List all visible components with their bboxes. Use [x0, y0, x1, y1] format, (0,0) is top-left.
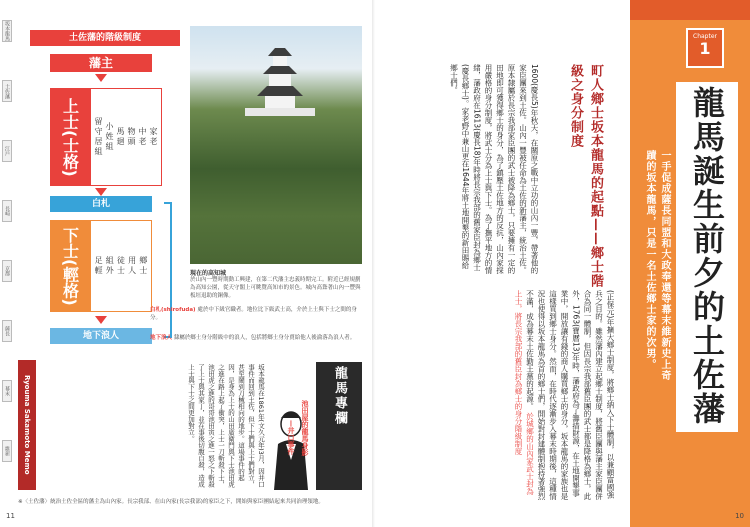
side-tab[interactable]: 幕末	[2, 380, 12, 402]
rank-item: 留守居組	[94, 117, 103, 157]
note-shirafuda	[150, 306, 366, 322]
rank-jige: 地下浪人	[50, 328, 152, 344]
memo-body: 坂本龍馬在1861年(文久元年)3月，因井口事件而回到土佐，但下士們與上士們對立，甚至鬧到刀械相向的地步。這場事件的起因，是身為上士的山田廣衛門與下士池田虎之進在路上起了衝突，上士一刀斬殺下士，池田虎之進的哥哥池田寅之進一怒之下斬殺了上士與其家丁，並在事後切腹自殺，造成上士與下士之間更加對立。	[187, 364, 265, 488]
rank-item: 中老	[138, 127, 147, 147]
body-text-bottom	[388, 290, 616, 502]
footnote: ※〈土佐藩〉統治土佐全區的藩主為山內家。長宗我部、在山內家(長宗我部)的家臣之下，開始與家臣團結起來共同治理領地。	[18, 499, 324, 505]
rank-item: 徒士	[116, 256, 126, 276]
memo-subtitle: 池田屋的龍馬身影	[301, 400, 309, 456]
body-text-highlight: 於城鄉的山內家武士封為上士，將長宗我部的舊臣封為鄉士的身分階級制度	[514, 290, 535, 495]
note-text: 隸屬於鄉士身分階級中的浪人，包括將鄉士身分賣給他人後淪落為浪人者。	[173, 335, 356, 341]
side-tab[interactable]: 江戶	[2, 140, 12, 162]
rank-lord: 藩主	[50, 54, 152, 72]
rank-item: 鄉士	[138, 256, 148, 276]
rank-item: 馬廻	[116, 127, 125, 147]
rank-item: 組外	[105, 256, 115, 276]
page-number-left: 11	[6, 512, 15, 520]
rank-item: 物頭	[127, 127, 136, 147]
note-label: 地下浪人	[150, 335, 173, 341]
chapter-title: 龍馬誕生前夕的土佐藩	[676, 82, 738, 432]
side-tab[interactable]: 長崎	[2, 200, 12, 222]
memo-title: 龍馬專欄	[332, 366, 347, 426]
memo-subtitle2: —井口事件	[287, 420, 295, 455]
memo-banner: Ryouma Sakamoto Memo	[18, 360, 36, 490]
rank-item: 用人	[127, 256, 137, 276]
kochi-castle-photo	[190, 26, 362, 264]
side-tab[interactable]: 坂本龍馬	[4, 21, 10, 41]
section-subheading: 町人鄉士坂本龍馬的起點——鄉士階級之身分制度	[568, 64, 603, 288]
note-text: 處於中下級官職者。地位比下級武士高，介於上士與下士之間的身分。	[150, 307, 357, 321]
rank-item: 小姓組	[105, 122, 114, 152]
castle-icon	[235, 36, 325, 126]
side-tab[interactable]: 維新	[2, 440, 12, 462]
rank-shirafuda: 白札	[50, 196, 152, 212]
rank-joshi	[50, 88, 158, 186]
chapter-intro: 一手促成薩長同盟和大政奉還等幕末維新史上奇蹟的坂本龍馬，只是一名土佐鄉士家的次男。	[644, 150, 670, 381]
photo-caption-title: 現在的高知城	[190, 270, 227, 277]
rank-item: 足輕	[94, 256, 104, 276]
page-number-right: 10	[735, 512, 744, 520]
side-tab[interactable]: 京都	[2, 260, 12, 282]
rank-kashi-list	[90, 220, 152, 312]
arrow-down-icon	[95, 188, 107, 196]
class-hierarchy-diagram	[22, 30, 187, 350]
diagram-title: 土佐藩的階級制度	[30, 30, 180, 46]
chapter-badge	[686, 28, 724, 68]
chapter-number: 1	[699, 39, 711, 58]
rank-kashi	[50, 220, 152, 312]
note-label: 白札(shirofuda)	[150, 307, 196, 313]
rank-kashi-label: 下士(輕格)	[50, 220, 90, 312]
rank-joshi-label: 上士(士格)	[50, 88, 90, 186]
side-tab-strip-left	[0, 20, 14, 500]
body-text-part: (正保元)年擴大鄉士制度，將鄉士納入下士體制，以兼顧富國強兵之目的。雖然藩內建立起鄉士制度，將舊臣團與藩主家臣團併合為同一體制，但因長宗我部舊臣團的武士都是降格為鄉士，此外，1763(寶曆13)年時，藩政府為了籌措財源，在土地開墾事業中，開放讓有錢的商人購買鄉士的身分，坂本龍馬的家族也是這樣買到鄉士身分。然而，在時代逐漸步入幕末時期後，這種情況也使得以坂本龍馬為首的鄉士們，開始對封建體制抱持著強烈不滿，成為幕末土佐勤王黨的起源。	[525, 290, 615, 500]
side-tab[interactable]: 土佐藩	[2, 80, 12, 102]
chapter-label: Chapter	[693, 33, 717, 40]
rank-joshi-list	[90, 88, 162, 186]
side-tab[interactable]: 薩長	[2, 320, 12, 342]
arrow-down-icon	[95, 316, 107, 324]
photo-caption-text: 於山內一豐時期動工興建，在第二代藩主忠義時期完工。附近已經規劃為高知公園，從天守閣上可眺覽高知市的景色。城內高聳著山內一豐與板垣退助的銅像。	[190, 277, 361, 299]
rank-item: 家老	[149, 127, 158, 147]
arrow-down-icon	[95, 74, 107, 82]
body-text-top: 1600(慶長5)年秋天，在關原之戰中立功的山內一豐，帶著他的家臣團來到土佐。山內一豐被任命為土佐的新藩主，統治土佐。原本隸屬於長宗我部家臣團的武士被降為鄉士，只要擁有一定的田地即可獲得鄉士的身分，為了鎮壓土佐地方的反抗，山內家採用嚴格的身分制度，將武士分為上士與下士。為了撫平地方的情緒，藩政府在1613(慶長18)年時將長宗我部的舊家臣封為鄉士(慶長鄉士)。家老野中兼山更在1644年將土地開墾的新田賜給鄉士們。	[449, 64, 539, 274]
note-jige	[150, 334, 366, 342]
